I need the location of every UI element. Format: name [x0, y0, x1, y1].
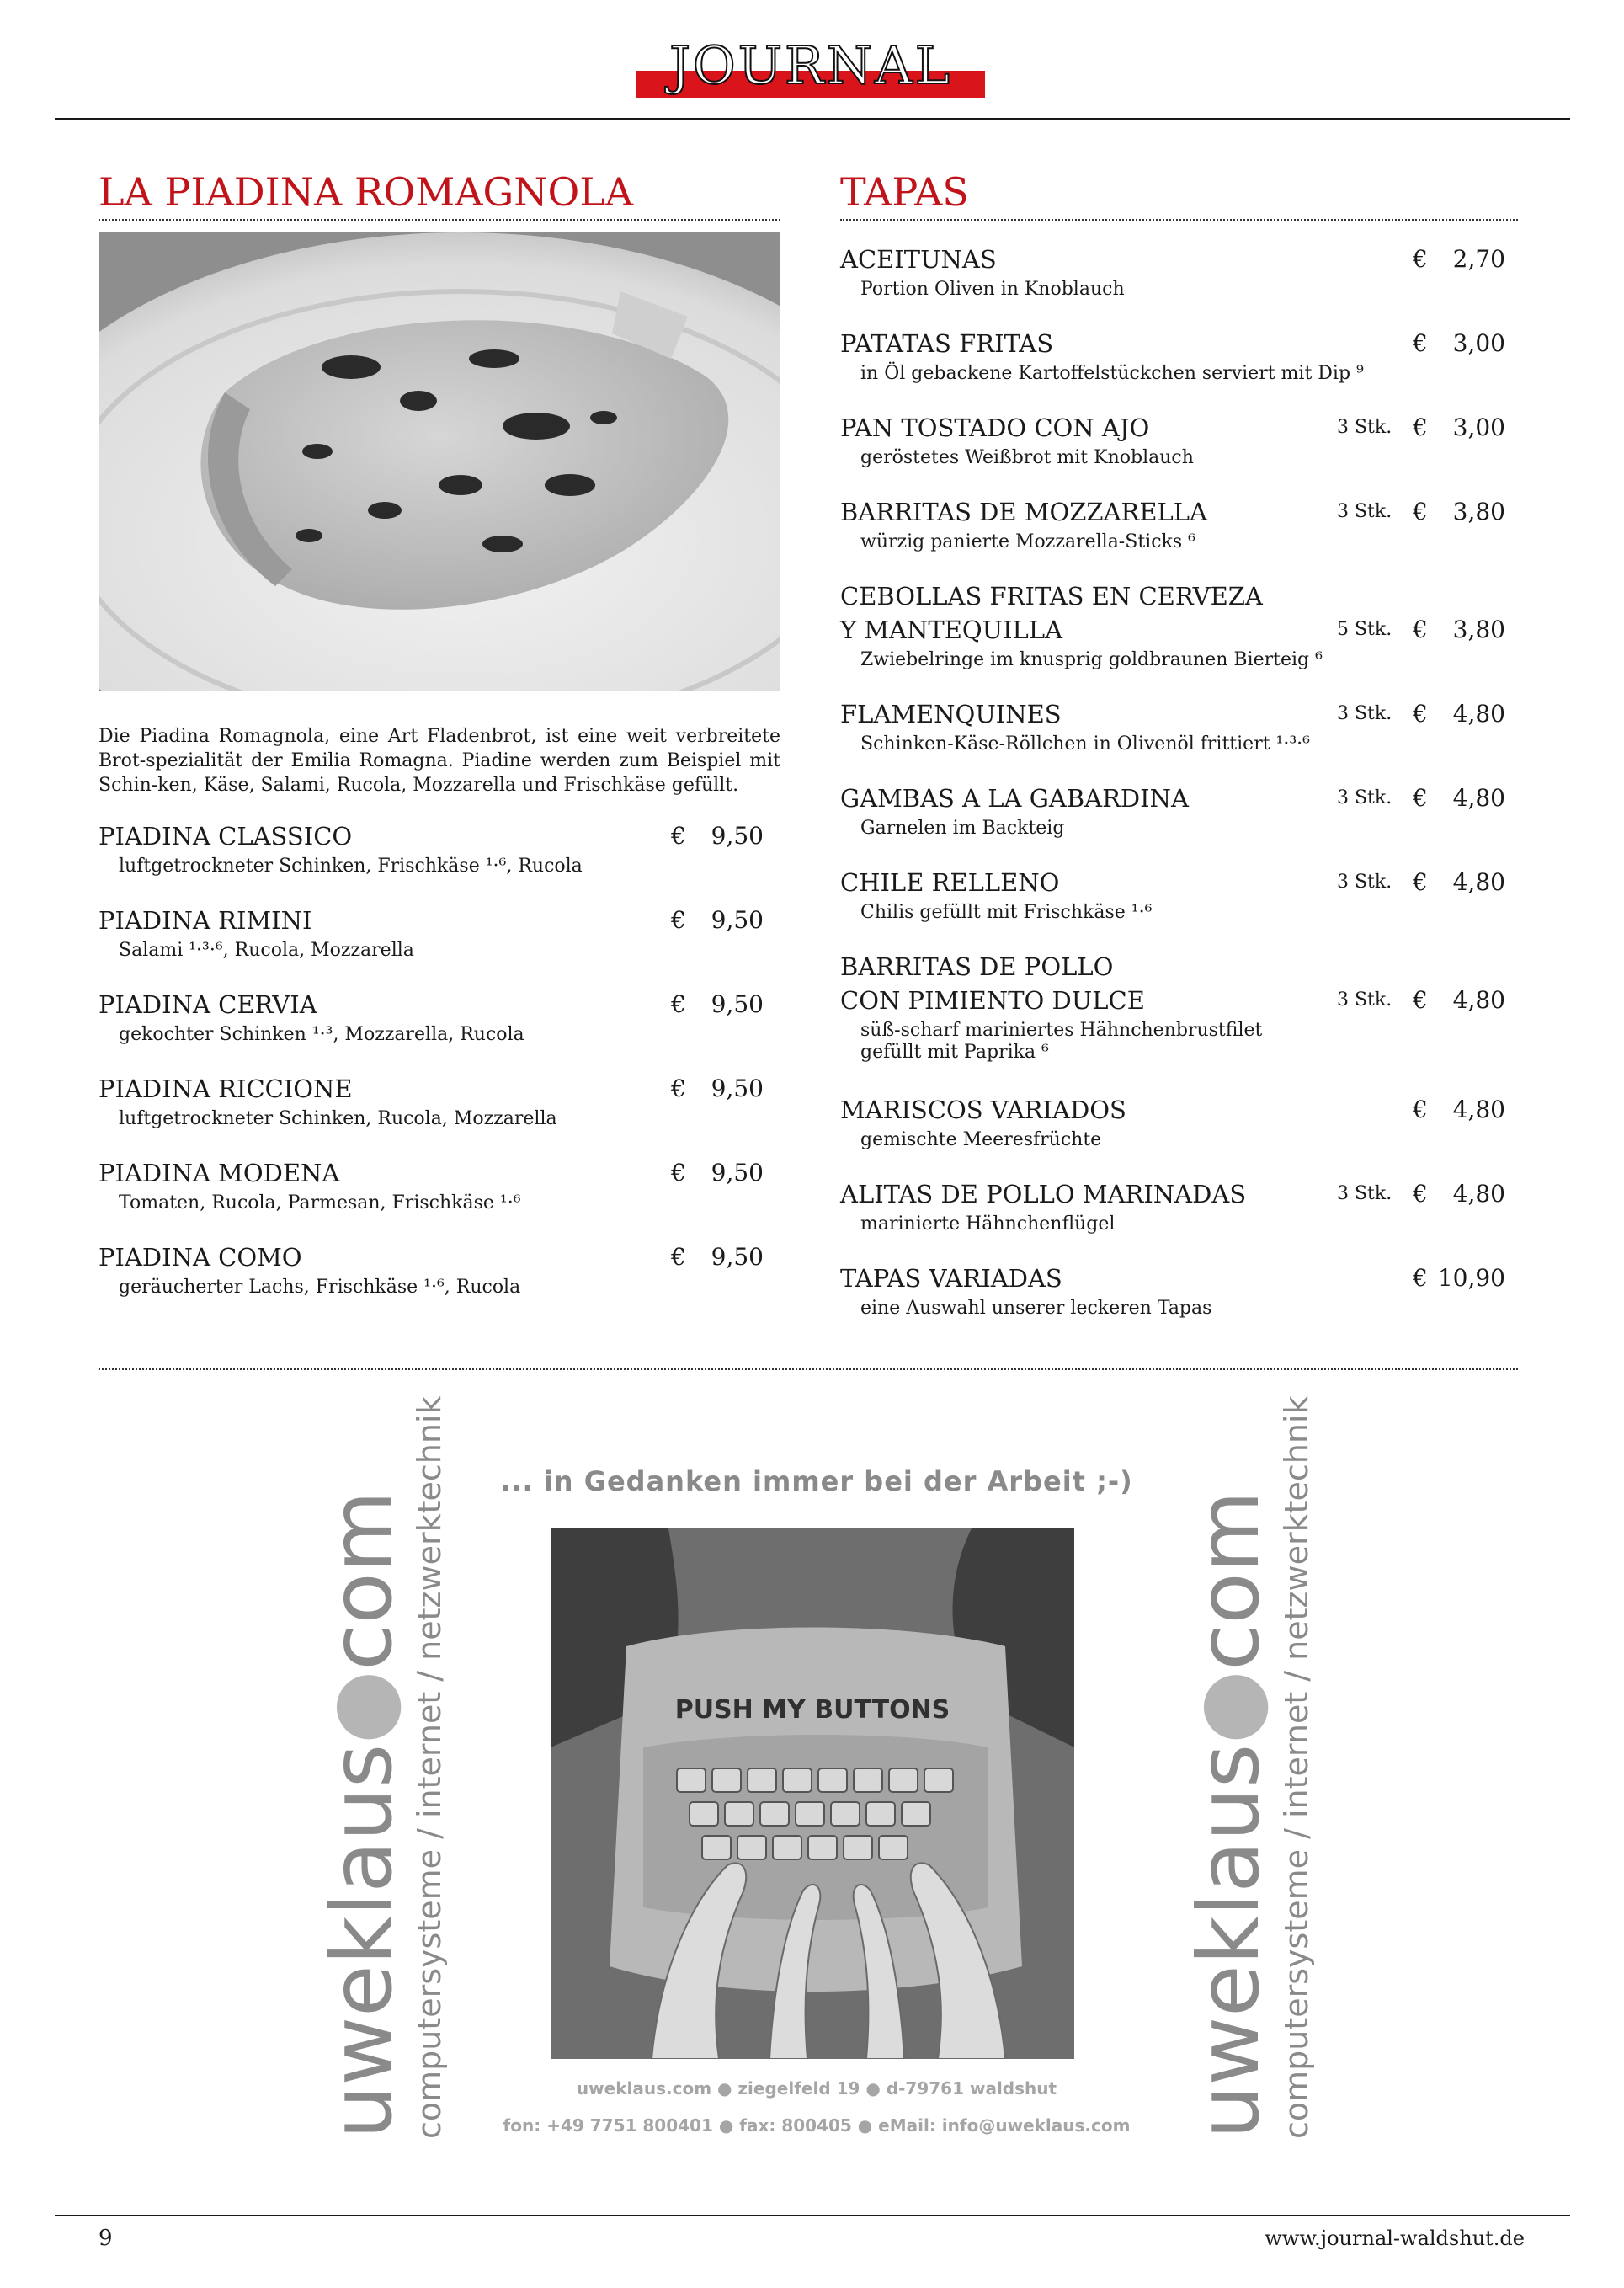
menu-item-quantity: 3 Stk. — [1337, 872, 1392, 893]
menu-item-price: 4,80 — [1452, 868, 1505, 896]
menu-item-name: CHILE RELLENO — [840, 868, 1060, 897]
currency-symbol: € — [671, 1159, 686, 1187]
menu-item — [840, 497, 1514, 556]
currency-symbol: € — [1413, 329, 1428, 357]
menu-item-description: marinierte Hähnchenflügel — [860, 1213, 1116, 1235]
tapas-section-title: TAPAS — [840, 169, 969, 215]
menu-item-price: 9,50 — [711, 1075, 764, 1102]
currency-symbol: € — [1413, 868, 1428, 896]
menu-item-description: Chilis gefüllt mit Frischkäse ¹·⁶ — [860, 902, 1153, 923]
menu-item — [840, 1179, 1514, 1238]
menu-item-price: 10,90 — [1437, 1264, 1505, 1292]
currency-symbol: € — [671, 990, 686, 1018]
menu-item — [840, 783, 1514, 842]
menu-item-name: GAMBAS A LA GABARDINA — [840, 784, 1189, 813]
currency-symbol: € — [1413, 986, 1428, 1014]
menu-item-name: PAN TOSTADO CON AJO — [840, 413, 1150, 442]
menu-item-description: geröstetes Weißbrot mit Knoblauch — [860, 447, 1194, 468]
menu-item-quantity: 3 Stk. — [1337, 989, 1392, 1011]
menu-item — [99, 821, 764, 880]
ad-brand-vertical-left: uweklaus●com — [312, 1491, 411, 2139]
currency-symbol: € — [1413, 1180, 1428, 1208]
menu-item-price: 4,80 — [1452, 700, 1505, 728]
menu-item-description: geräucherter Lachs, Frischkäse ¹·⁶, Rucola — [119, 1277, 521, 1298]
journal-logo — [636, 34, 985, 98]
menu-item-price: 9,50 — [711, 906, 764, 934]
ad-brand-name: uweklaus — [1179, 1743, 1278, 2139]
menu-item-name: PIADINA CLASSICO — [99, 822, 353, 851]
menu-item-quantity: 3 Stk. — [1337, 787, 1392, 808]
menu-item-name: PIADINA COMO — [99, 1243, 302, 1272]
menu-item-quantity: 3 Stk. — [1337, 1183, 1392, 1204]
menu-item-name: PIADINA RICCIONE — [99, 1075, 353, 1103]
menu-item-description: Schinken-Käse-Röllchen in Olivenöl frittiert ¹·³·⁶ — [860, 733, 1310, 755]
menu-item-name: ALITAS DE POLLO MARINADAS — [840, 1180, 1247, 1208]
menu-item-description-line2: gefüllt mit Paprika ⁶ — [860, 1042, 1049, 1063]
menu-item-name: CEBOLLAS FRITAS EN CERVEZA — [840, 582, 1263, 611]
piadina-photo — [99, 232, 780, 691]
menu-item-price: 3,80 — [1452, 498, 1505, 525]
menu-item-name-line2: CON PIMIENTO DULCE — [840, 986, 1145, 1015]
piadina-intro-text: Die Piadina Romagnola, eine Art Fladenbrot, ist eine weit verbreitete Brot-spezialität der Emilia Romagna. Piadine werden zum Beispiel mit Schin-ken, Käse, Salami, Rucola, Mozzarella und Frischkäse gefüllt. — [99, 726, 780, 796]
menu-item-price: 9,50 — [711, 1159, 764, 1187]
menu-item-quantity: 3 Stk. — [1337, 501, 1392, 522]
menu-item-description: würzig panierte Mozzarella-Sticks ⁶ — [860, 531, 1195, 552]
footer-rule — [55, 2215, 1570, 2216]
menu-item-quantity: 3 Stk. — [1337, 417, 1392, 438]
menu-item-price: 2,70 — [1452, 245, 1505, 273]
ad-shirt-text: PUSH MY BUTTONS — [674, 1695, 950, 1725]
menu-end-divider — [99, 1368, 1518, 1370]
menu-item — [99, 1242, 764, 1301]
menu-item-description: gemischte Meeresfrüchte — [860, 1129, 1102, 1150]
website-url[interactable]: www.journal-waldshut.de — [1265, 2227, 1525, 2250]
menu-item — [99, 1158, 764, 1217]
menu-item-price: 9,50 — [711, 990, 764, 1018]
currency-symbol: € — [1413, 700, 1428, 728]
logo-text: JOURNAL — [669, 35, 952, 96]
advertisement — [0, 1395, 1624, 2173]
menu-item — [840, 1263, 1514, 1322]
currency-symbol: € — [1413, 1096, 1428, 1123]
menu-item-description: Salami ¹·³·⁶, Rucola, Mozzarella — [119, 940, 414, 961]
menu-item-quantity: 5 Stk. — [1337, 619, 1392, 640]
menu-item-price: 4,80 — [1452, 1180, 1505, 1208]
currency-symbol: € — [1413, 498, 1428, 525]
tapas-title-divider — [840, 219, 1518, 221]
currency-symbol: € — [1413, 1264, 1428, 1292]
page-header — [0, 0, 1624, 122]
menu-item-description: gekochter Schinken ¹·³, Mozzarella, Rucola — [119, 1024, 524, 1045]
currency-symbol: € — [671, 822, 686, 850]
currency-symbol: € — [1413, 245, 1428, 273]
ad-brand-name: uweklaus — [312, 1743, 411, 2139]
ad-headline: ... in Gedanken immer bei der Arbeit ;-) — [500, 1465, 1133, 1497]
ad-address-line: uweklaus.com ● ziegelfeld 19 ● d-79761 waldshut — [576, 2078, 1057, 2099]
currency-symbol: € — [1413, 616, 1428, 643]
currency-symbol: € — [671, 1243, 686, 1271]
menu-item-name: FLAMENQUINES — [840, 700, 1062, 728]
ad-brand-domain: com — [1179, 1491, 1278, 1671]
menu-item — [840, 699, 1514, 758]
menu-item-price: 9,50 — [711, 1243, 764, 1271]
menu-item-name: PIADINA MODENA — [99, 1159, 340, 1187]
menu-item — [840, 244, 1514, 303]
menu-item — [840, 867, 1514, 926]
ad-brand-domain: com — [312, 1491, 411, 1671]
currency-symbol: € — [1413, 784, 1428, 812]
menu-item-description: eine Auswahl unserer leckeren Tapas — [860, 1298, 1212, 1319]
ad-tagline-vertical-right: computersysteme / internet / netzwerktechnik — [1278, 1395, 1315, 2139]
ad-brand-vertical-right: uweklaus●com — [1179, 1491, 1278, 2139]
menu-item-price: 4,80 — [1452, 1096, 1505, 1123]
currency-symbol: € — [1413, 413, 1428, 441]
ad-photo — [551, 1528, 1074, 2059]
menu-item-price: 4,80 — [1452, 784, 1505, 812]
menu-item-description: Garnelen im Backteig — [860, 818, 1065, 839]
menu-item-price: 3,00 — [1452, 413, 1505, 441]
ad-tagline-vertical-left: computersysteme / internet / netzwerktechnik — [411, 1395, 448, 2139]
menu-item-description: Zwiebelringe im knusprig goldbraunen Bierteig ⁶ — [860, 649, 1323, 670]
menu-item-name: BARRITAS DE POLLO — [840, 952, 1114, 981]
menu-item-price: 3,80 — [1452, 616, 1505, 643]
menu-item-price: 3,00 — [1452, 329, 1505, 357]
menu-item-description: in Öl gebackene Kartoffelstückchen serviert mit Dip ⁹ — [860, 363, 1364, 384]
menu-item — [840, 328, 1514, 387]
menu-item-name: PIADINA RIMINI — [99, 906, 312, 935]
menu-item — [840, 952, 1514, 1069]
menu-item-name: PIADINA CERVIA — [99, 990, 317, 1019]
piadina-title-divider — [99, 219, 780, 221]
currency-symbol: € — [671, 1075, 686, 1102]
menu-item — [99, 905, 764, 964]
page-number: 9 — [99, 2226, 113, 2251]
ad-contact-line: fon: +49 7751 800401 ● fax: 800405 ● eMail: info@uweklaus.com — [503, 2115, 1131, 2136]
menu-item-name: PATATAS FRITAS — [840, 329, 1054, 358]
currency-symbol: € — [671, 906, 686, 934]
menu-item-description: Tomaten, Rucola, Parmesan, Frischkäse ¹·⁶ — [119, 1192, 521, 1213]
menu-item-price: 9,50 — [711, 822, 764, 850]
menu-item — [99, 989, 764, 1048]
menu-item-name: MARISCOS VARIADOS — [840, 1096, 1126, 1124]
menu-item-quantity: 3 Stk. — [1337, 703, 1392, 724]
menu-item-description: süß-scharf mariniertes Hähnchenbrustfilet — [860, 1020, 1263, 1041]
menu-item-name: BARRITAS DE MOZZARELLA — [840, 498, 1207, 526]
menu-item-description: luftgetrockneter Schinken, Rucola, Mozzarella — [119, 1108, 557, 1129]
menu-item — [840, 1095, 1514, 1154]
menu-item-name-line2: Y MANTEQUILLA — [840, 616, 1063, 644]
menu-item-description: Portion Oliven in Knoblauch — [860, 279, 1125, 300]
menu-item — [99, 1074, 764, 1133]
piadina-section-title: LA PIADINA ROMAGNOLA — [99, 169, 634, 215]
menu-item — [840, 581, 1514, 674]
header-rule — [55, 118, 1570, 120]
menu-item-name: TAPAS VARIADAS — [840, 1264, 1062, 1293]
menu-item — [840, 413, 1514, 472]
menu-item-price: 4,80 — [1452, 986, 1505, 1014]
menu-item-name: ACEITUNAS — [840, 245, 997, 274]
menu-item-description: luftgetrockneter Schinken, Frischkäse ¹·⁶, Rucola — [119, 856, 583, 877]
